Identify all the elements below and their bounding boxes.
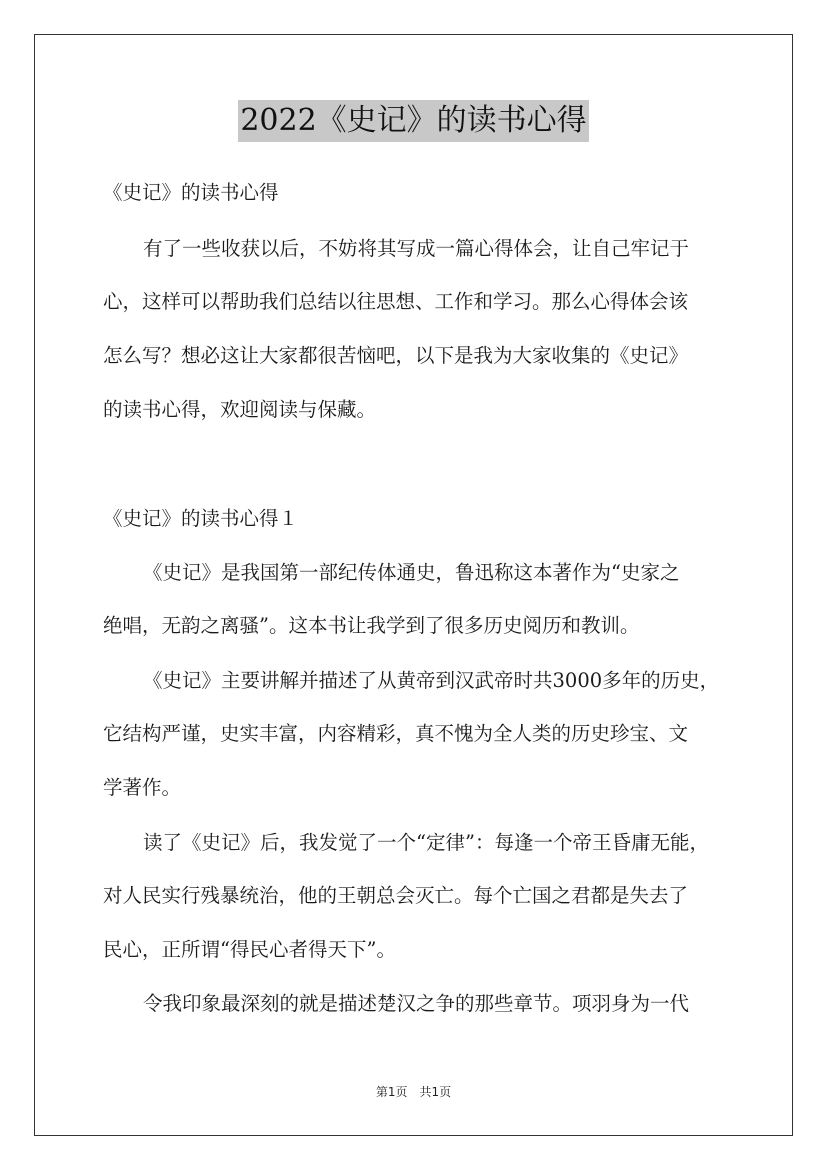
paragraph-line: 民心，正所谓“得民心者得天下”。 [103, 938, 396, 961]
paragraph-line: 对人民实行残暴统治，他的王朝总会灭亡。每个亡国之君都是失去了 [103, 884, 689, 907]
subtitle-heading: 《史记》的读书心得 [103, 181, 279, 204]
title-container [0, 100, 827, 142]
paragraph-line: 读了《史记》后，我发觉了一个“定律”：每逢一个帝王昏庸无能， [143, 831, 709, 854]
section-heading: 《史记》的读书心得１ [103, 507, 299, 530]
paragraph-line: 有了一些收获以后，不妨将其写成一篇心得体会，让自己牢记于 [143, 237, 690, 260]
paragraph-line: 《史记》主要讲解并描述了从黄帝到汉武帝时共3000多年的历史， [143, 669, 720, 692]
document-title: 2022《史记》的读书心得 [238, 100, 588, 142]
paragraph-line: 怎么写？想必这让大家都很苦恼吧，以下是我为大家收集的《史记》 [103, 344, 689, 367]
paragraph-line: 《史记》是我国第一部纪传体通史，鲁迅称这本著作为“史家之 [143, 561, 680, 584]
paragraph-line: 心，这样可以帮助我们总结以往思想、工作和学习。那么心得体会该 [103, 290, 689, 313]
paragraph-line: 它结构严谨，史实丰富，内容精彩，真不愧为全人类的历史珍宝、文 [103, 722, 689, 745]
paragraph-line: 绝唱，无韵之离骚”。这本书让我学到了很多历史阅历和教训。 [103, 614, 640, 637]
paragraph-line: 的读书心得，欢迎阅读与保藏。 [103, 398, 377, 421]
paragraph-line: 学著作。 [103, 776, 182, 799]
paragraph-line: 令我印象最深刻的就是描述楚汉之争的那些章节。项羽身为一代 [143, 992, 690, 1015]
page-number-footer: 第1页 共1页 [375, 1085, 452, 1099]
